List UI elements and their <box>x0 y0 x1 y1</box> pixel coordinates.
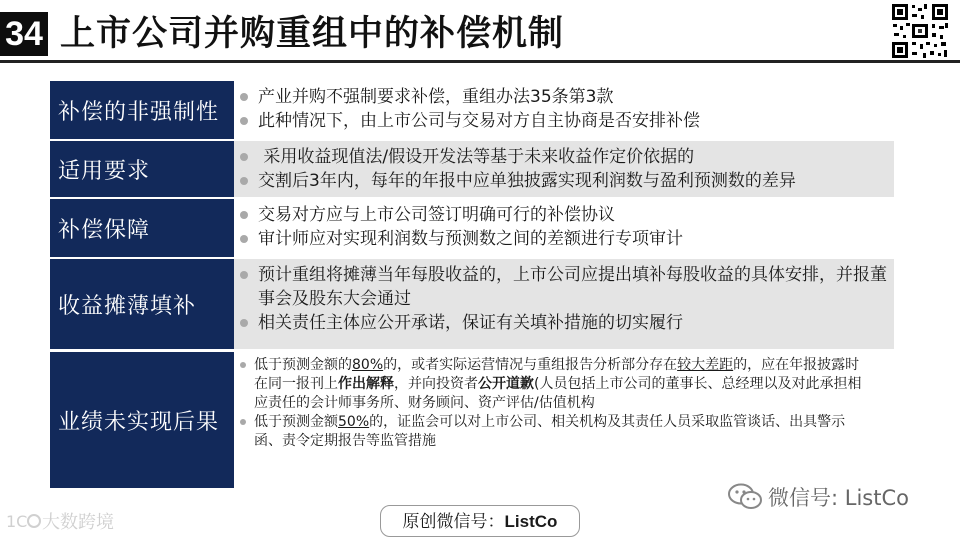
row-content <box>234 141 894 197</box>
slide-number: 34 <box>0 12 48 56</box>
bullet-icon <box>240 235 248 243</box>
wechat-watermark: 微信号: ListCo <box>728 480 909 514</box>
footer-prefix: 原创微信号： <box>402 512 505 532</box>
footer-account-badge <box>380 505 580 537</box>
list-item: 审计师应对实现利润数与预测数之间的差额进行专项审计 <box>240 227 894 251</box>
bullet-icon <box>240 93 248 101</box>
row-label: 业绩未实现后果 <box>50 352 234 488</box>
row-content <box>234 199 894 257</box>
row-dilution <box>50 259 894 349</box>
list-item: 低于预测金额的80%的，或者实际运营情况与重组报告分析部分存在较大差距的，应在年报披露时在同一报刊上作出解释，并向投资者公开道歉(人员包括上市公司的董事长、总经理以及对此承担相应责任的会计师事务所、财务顾问、资产评估/估值机构 <box>240 356 868 413</box>
list-item: 产业并购不强制要求补偿，重组办法35条第3款 <box>240 85 894 109</box>
list-item: 预计重组将摊薄当年每股收益的，上市公司应提出填补每股收益的具体安排，并报董事会及股东大会通过 <box>240 263 894 311</box>
list-item: 采用收益现值法/假设开发法等基于未来收益作定价依据的 <box>240 145 894 169</box>
row-content <box>234 352 894 488</box>
qr-code-icon <box>890 2 950 60</box>
list-item: 低于预测金额50%的，证监会可以对上市公司、相关机构及其责任人员采取监管谈话、出具警示函、责令定期报告等监管措施 <box>240 413 868 451</box>
list-item: 交易对方应与上市公司签订明确可行的补偿协议 <box>240 203 894 227</box>
list-item: 此种情况下，由上市公司与交易对方自主协商是否安排补偿 <box>240 109 894 133</box>
bullet-icon <box>240 177 248 185</box>
bullet-icon <box>240 419 246 425</box>
bullet-icon <box>240 271 248 279</box>
row-label: 补偿保障 <box>50 199 234 257</box>
svg-text:1C: 1C <box>6 512 28 531</box>
wechat-icon <box>728 483 762 511</box>
page-title: 上市公司并购重组中的补偿机制 <box>60 14 565 54</box>
row-content <box>234 81 894 139</box>
row-non-mandatory <box>50 81 894 139</box>
title-divider <box>0 60 960 63</box>
row-consequences <box>50 352 894 488</box>
logo-icon <box>6 510 42 532</box>
row-label: 补偿的非强制性 <box>50 81 234 139</box>
bullet-icon <box>240 117 248 125</box>
row-guarantee <box>50 199 894 257</box>
footer-account: ListCo <box>504 512 558 531</box>
row-applicability <box>50 141 894 197</box>
bullet-icon <box>240 211 248 219</box>
corner-watermark: 1C 大数跨境 <box>6 512 114 533</box>
bullet-icon <box>240 153 248 161</box>
row-label: 收益摊薄填补 <box>50 259 234 349</box>
list-item: 交割后3年内，每年的年报中应单独披露实现利润数与盈利预测数的差异 <box>240 169 894 193</box>
bullet-icon <box>240 319 248 327</box>
row-label: 适用要求 <box>50 141 234 197</box>
bullet-icon <box>240 362 246 368</box>
list-item: 相关责任主体应公开承诺，保证有关填补措施的切实履行 <box>240 311 894 335</box>
row-content <box>234 259 894 349</box>
